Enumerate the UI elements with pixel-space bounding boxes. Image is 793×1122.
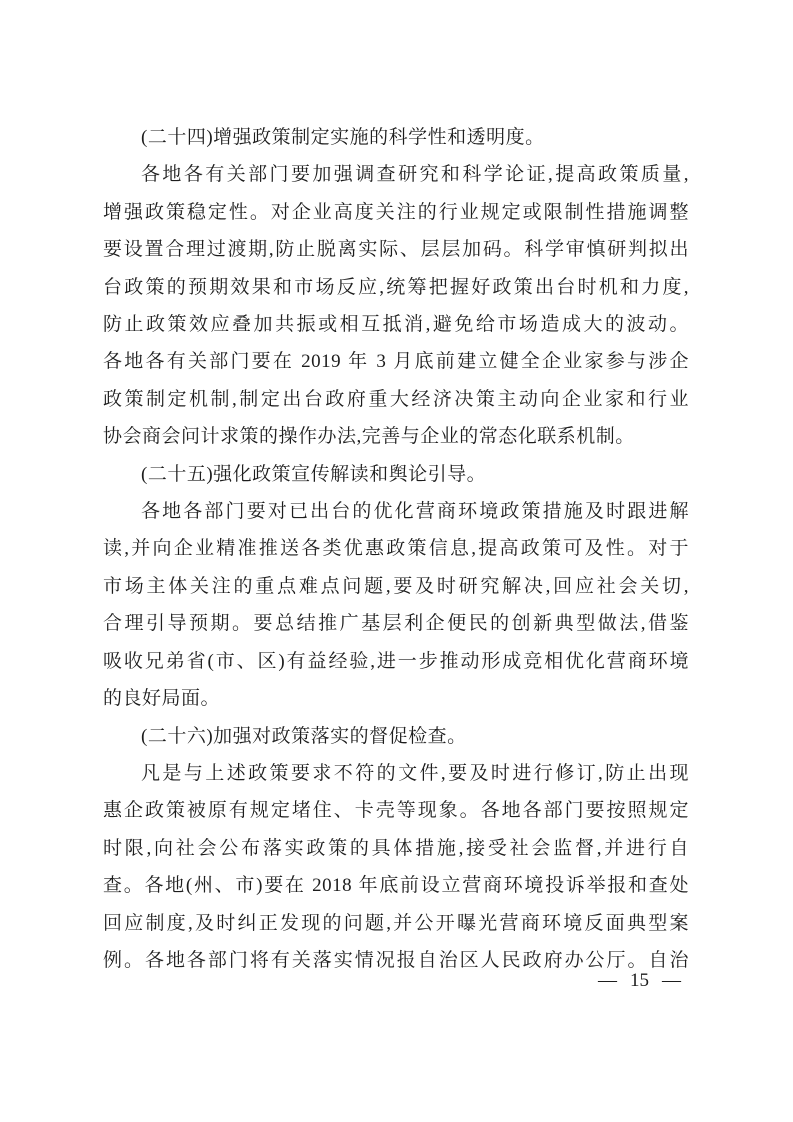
text-line: 市场主体关注的重点难点问题,要及时研究解决,回应社会关切, <box>103 575 689 597</box>
text-line: 合理引导预期。要总结推广基层利企便民的创新典型做法,借鉴 <box>103 613 689 635</box>
text-line: 协会商会问计求策的操作办法,完善与企业的常态化联系机制。 <box>103 426 635 448</box>
text-line: 增强政策稳定性。对企业高度关注的行业规定或限制性措施调整 <box>103 201 689 223</box>
page-footer <box>598 966 681 996</box>
section-heading <box>103 456 689 493</box>
page-number: 15 <box>630 970 649 991</box>
document-body <box>103 119 689 979</box>
text-line: 防止政策效应叠加共振或相互抵消,避免给市场造成大的波动。 <box>103 314 689 336</box>
page-number-dash-left: — <box>598 970 617 991</box>
page-number-dash-right: — <box>662 970 681 991</box>
section-heading <box>103 119 689 156</box>
text-line: (二十五)强化政策宣传解读和舆论引导。 <box>141 463 487 485</box>
text-line: 要设置合理过渡期,防止脱离实际、层层加码。科学审慎研判拟出 <box>103 239 689 261</box>
text-line: 的良好局面。 <box>103 688 221 710</box>
text-line: (二十四)增强政策制定实施的科学性和透明度。 <box>141 127 545 148</box>
text-line: 凡是与上述政策要求不符的文件,要及时进行修订,防止出现 <box>141 762 689 784</box>
text-line: 各地各有关部门要加强调查研究和科学论证,提高政策质量, <box>141 164 689 186</box>
text-line: 查。各地(州、市)要在 2018 年底前设立营商环境投诉举报和查处 <box>103 875 689 897</box>
body-paragraph <box>103 156 689 455</box>
text-line: (二十六)加强对政策落实的督促检查。 <box>141 725 467 747</box>
text-line: 例。各地各部门将有关落实情况报自治区人民政府办公厅。自治 <box>103 949 689 971</box>
text-line: 政策制定机制,制定出台政府重大经济决策主动向企业家和行业 <box>103 388 689 410</box>
text-line: 回应制度,及时纠正发现的问题,并公开曝光营商环境反面典型案 <box>103 912 689 934</box>
body-paragraph <box>103 755 689 979</box>
text-line: 各地各部门要对已出台的优化营商环境政策措施及时跟进解 <box>141 501 689 523</box>
text-line: 各地各有关部门要在 2019 年 3 月底前建立健全企业家参与涉企 <box>103 351 689 373</box>
text-line: 吸收兄弟省(市、区)有益经验,进一步推动形成竞相优化营商环境 <box>103 650 689 672</box>
text-line: 惠企政策被原有规定堵住、卡壳等现象。各地各部门要按照规定 <box>103 800 689 822</box>
text-line: 台政策的预期效果和市场反应,统筹把握好政策出台时机和力度, <box>103 276 689 298</box>
text-line: 时限,向社会公布落实政策的具体措施,接受社会监督,并进行自 <box>103 837 689 859</box>
section-heading <box>103 718 689 755</box>
text-line: 读,并向企业精准推送各类优惠政策信息,提高政策可及性。对于 <box>103 538 689 560</box>
body-paragraph <box>103 493 689 717</box>
